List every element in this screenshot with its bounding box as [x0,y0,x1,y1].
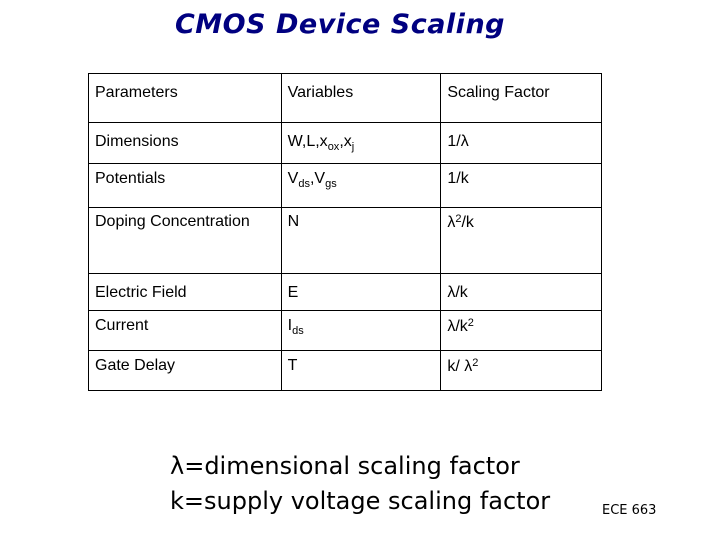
page-title: CMOS Device Scaling [174,9,505,40]
scaling-table [88,73,602,391]
course-code: ECE 663 [602,503,657,518]
k-definition: k=supply voltage scaling factor [170,487,551,515]
variable-cell: T [281,351,441,391]
variable-cell: E [281,274,441,311]
table-row [89,311,602,351]
table-row [89,274,602,311]
variable-cell: $I_{ds}$ [281,311,441,351]
table-row [89,123,602,164]
factor-cell: λ/k [441,274,602,311]
header-scaling-factor: Scaling Factor [441,74,602,123]
table-row [89,164,602,208]
lambda-definition: λ=dimensional scaling factor [170,452,520,480]
parameter-cell: Current [89,311,282,351]
variable-cell: N [281,208,441,274]
header-variables: Variables [281,74,441,123]
factor-cell: k/ $\lambda^2$ [441,351,602,391]
table-row [89,351,602,391]
factor-cell: 1/k [441,164,602,208]
variable-cell: $W,L,x_{ox},x_j$ [281,123,441,164]
parameter-cell: Electric Field [89,274,282,311]
parameter-cell: Dimensions [89,123,282,164]
parameter-cell: Potentials [89,164,282,208]
parameter-cell: Doping Concentration [89,208,282,274]
factor-cell: 1/λ [441,123,602,164]
factor-cell: $\lambda/k^2$ [441,311,602,351]
table-header-row [89,74,602,123]
header-parameters: Parameters [89,74,282,123]
variable-cell: $V_{ds},V_{gs}$ [281,164,441,208]
factor-cell: $\lambda^2/k$ [441,208,602,274]
table-row [89,208,602,274]
parameter-cell: Gate Delay [89,351,282,391]
